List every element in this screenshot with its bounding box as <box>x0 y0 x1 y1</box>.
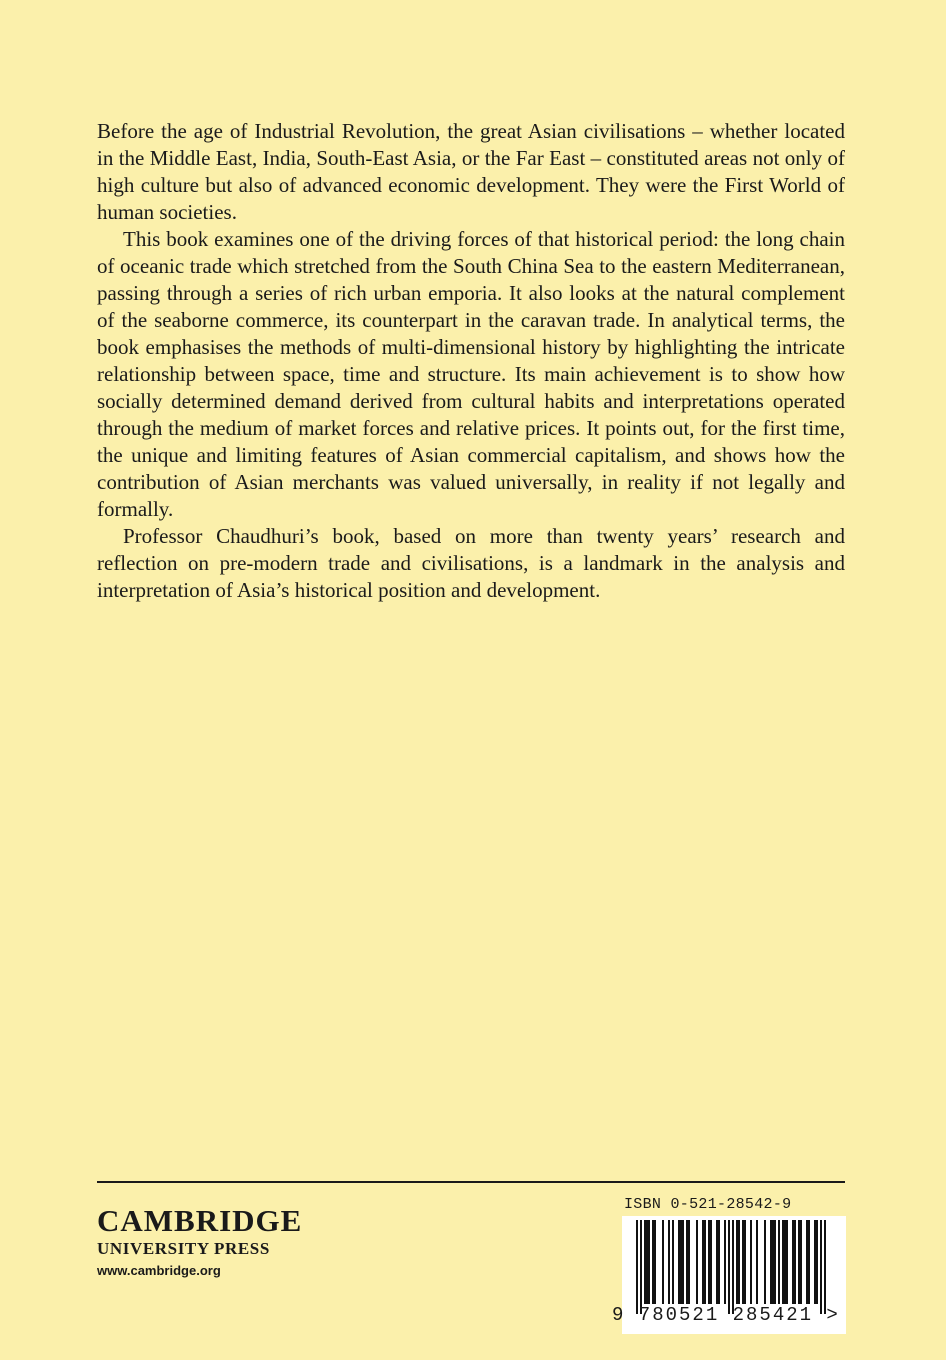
barcode-bar <box>808 1220 810 1304</box>
barcode-bar <box>742 1220 744 1304</box>
blurb-paragraph-3: Professor Chaudhuri’s book, based on more than twenty years’ research and reflection on pre-modern trade and civilisations, is a landmark in the analysis and interpretation of Asia’s historical position and development. <box>97 524 845 602</box>
barcode-bar <box>636 1220 638 1314</box>
barcode-bar <box>786 1220 788 1304</box>
barcode-bar <box>682 1220 684 1304</box>
barcode-bar <box>702 1220 704 1304</box>
barcode-bar <box>644 1220 646 1304</box>
barcode-bar <box>668 1220 670 1304</box>
barcode-bar <box>680 1220 682 1304</box>
barcode-bar <box>716 1220 718 1304</box>
barcode-bar <box>736 1220 738 1304</box>
barcode-bar <box>662 1220 664 1304</box>
barcode-bar <box>688 1220 690 1304</box>
barcode-bar <box>794 1220 796 1304</box>
horizontal-divider <box>97 1181 845 1183</box>
barcode-bar <box>756 1220 758 1304</box>
barcode-bar <box>772 1220 774 1304</box>
publisher-subtitle: UNIVERSITY PRESS <box>97 1239 270 1258</box>
barcode-bar <box>696 1220 698 1304</box>
barcode-bar <box>654 1220 656 1304</box>
barcode-bar <box>784 1220 786 1304</box>
blurb-paragraph-2: This book examines one of the driving forces of that historical period: the long chain of oceanic trade which stretched from the South China Sea to the eastern Mediterranean, passing through a series of rich urban emporia. It also looks at the natural complement of the seaborne commerce, its counterpart in the caravan trade. In analytical terms, the book emphasises the methods of multi-dimensional history by highlighting the intricate relationship between space, time and structure. Its main achievement is to show how socially determined demand derived from cultural habits and interpretations operated through the medium of market forces and relative prices. It points out, for the first time, the unique and limiting features of Asian commercial capitalism, and shows how the contribution of Asian merchants was valued universally, in reality if not legally and formally. <box>97 227 845 521</box>
barcode-bar <box>814 1220 816 1304</box>
barcode-bar <box>686 1220 688 1304</box>
barcode-bar <box>778 1220 780 1304</box>
barcode-bar <box>820 1220 822 1314</box>
barcode-bar <box>678 1220 680 1304</box>
barcode-bar <box>652 1220 654 1304</box>
barcode-bar <box>824 1220 826 1314</box>
barcode-bar <box>764 1220 766 1304</box>
barcode-bar <box>648 1220 650 1304</box>
barcode-bar <box>708 1220 710 1304</box>
barcode-bar <box>806 1220 808 1304</box>
barcode-bar <box>672 1220 674 1304</box>
barcode-bar <box>816 1220 818 1304</box>
barcode-bar <box>750 1220 752 1304</box>
barcode-bar <box>770 1220 772 1304</box>
barcode-bar <box>774 1220 776 1304</box>
barcode-bar <box>792 1220 794 1304</box>
barcode-bar <box>744 1220 746 1304</box>
barcode-bar <box>704 1220 706 1304</box>
barcode-bar <box>798 1220 800 1304</box>
barcode-bar <box>640 1220 642 1314</box>
barcode-bar <box>782 1220 784 1304</box>
isbn-label: ISBN 0-521-28542-9 <box>624 1196 792 1213</box>
blurb-paragraph-1: Before the age of Industrial Revolution, the great Asian civilisations – whether located in the Middle East, India, South-East Asia, or the Far East – constituted areas not only of high culture but also of advanced economic development. They were the First World of human societies. <box>97 119 845 224</box>
barcode-bar <box>724 1220 726 1304</box>
publisher-url: www.cambridge.org <box>97 1263 221 1278</box>
publisher-name: CAMBRIDGE <box>97 1203 303 1238</box>
ean-digits: 9 780521 285421 > <box>612 1304 840 1326</box>
barcode-bar <box>732 1220 734 1314</box>
barcode-bar <box>738 1220 740 1304</box>
barcode-bar <box>710 1220 712 1304</box>
barcode-bar <box>800 1220 802 1304</box>
barcode-bar <box>718 1220 720 1304</box>
publisher-block <box>97 1204 302 1282</box>
barcode-bar <box>728 1220 730 1314</box>
barcode-bar <box>646 1220 648 1304</box>
back-cover-blurb <box>97 118 845 604</box>
